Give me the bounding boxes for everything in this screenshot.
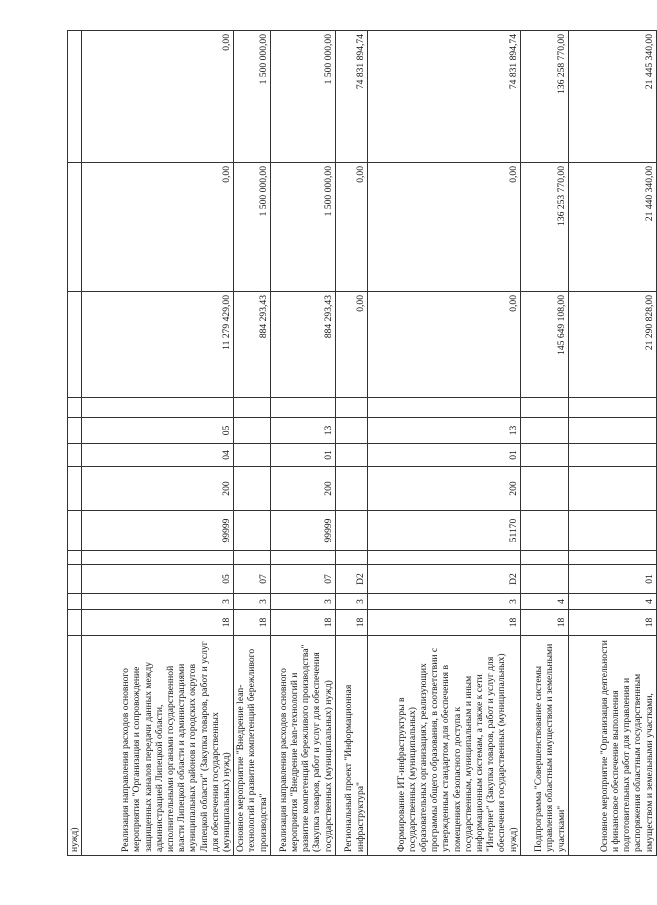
code-section <box>68 444 82 467</box>
code-event <box>520 565 568 594</box>
code-gap <box>335 551 367 565</box>
budget-table <box>67 30 657 856</box>
table-row <box>568 31 656 856</box>
row-description: нужд) <box>68 636 82 856</box>
amount-year-2: 1 500 000,00 <box>234 163 271 292</box>
code-gap <box>68 551 82 565</box>
amount-year-1: 21 290 828,00 <box>568 292 656 398</box>
table-row <box>270 31 335 856</box>
code-expense-type <box>234 467 271 511</box>
code-direction <box>568 511 656 551</box>
code-extra <box>335 398 367 418</box>
code-subsection: 05 <box>82 418 234 444</box>
table-row <box>335 31 367 856</box>
code-section <box>568 444 656 467</box>
code-extra <box>82 398 234 418</box>
code-subsection <box>520 418 568 444</box>
code-gap <box>520 551 568 565</box>
rotated-page <box>67 31 655 856</box>
amount-year-2: 0,00 <box>335 163 367 292</box>
amount-year-3 <box>68 31 82 163</box>
code-gap <box>270 551 335 565</box>
code-admin <box>68 610 82 636</box>
amount-year-1: 0,00 <box>335 292 367 398</box>
table-row <box>68 31 82 856</box>
code-direction <box>234 511 271 551</box>
code-program: 3 <box>367 594 520 610</box>
code-event: D2 <box>367 565 520 594</box>
row-description: Основное мероприятие "Внедрение lean-технологий и развитие компетенций бережливого производства" <box>234 636 271 856</box>
code-subsection: 13 <box>270 418 335 444</box>
code-program: 4 <box>520 594 568 610</box>
code-admin: 18 <box>367 610 520 636</box>
code-gap <box>568 551 656 565</box>
amount-year-3: 74 831 894,74 <box>367 31 520 163</box>
code-section <box>520 444 568 467</box>
amount-year-3: 21 445 340,00 <box>568 31 656 163</box>
code-admin: 18 <box>82 610 234 636</box>
amount-year-2: 1 500 000,00 <box>270 163 335 292</box>
amount-year-3: 0,00 <box>82 31 234 163</box>
code-gap <box>234 551 271 565</box>
amount-year-2: 0,00 <box>367 163 520 292</box>
amount-year-3: 1 500 000,00 <box>270 31 335 163</box>
amount-year-3: 136 258 770,00 <box>520 31 568 163</box>
table-row <box>82 31 234 856</box>
amount-year-1: 0,00 <box>367 292 520 398</box>
code-subsection: 13 <box>367 418 520 444</box>
code-direction <box>335 511 367 551</box>
code-direction: 99999 <box>82 511 234 551</box>
row-description: Основное мероприятие "Организация деятельности и финансовое обеспечение выполнения подготовительных работ для управления и распоряжения областным государственным имуществом и земельными участками, <box>568 636 656 856</box>
amount-year-3: 74 831 894,74 <box>335 31 367 163</box>
code-event: 05 <box>82 565 234 594</box>
code-extra <box>520 398 568 418</box>
table-row <box>234 31 271 856</box>
code-subsection <box>234 418 271 444</box>
code-extra <box>270 398 335 418</box>
code-program: 4 <box>568 594 656 610</box>
row-description: Реализация направления расходов основного мероприятия "Организация и сопровождение защищенных каналов передачи данных между администрацией Липецкой области, исполнительными органами государственной власти Липецкой области и администрациями муниципальных районов и городских округов Липецкой области" (Закупка товаров, работ и услуг для обеспечения государственных (муниципальных) нужд) <box>82 636 234 856</box>
code-direction <box>68 511 82 551</box>
code-expense-type <box>520 467 568 511</box>
amount-year-2: 0,00 <box>82 163 234 292</box>
code-expense-type: 200 <box>367 467 520 511</box>
code-extra <box>568 398 656 418</box>
amount-year-1: 11 279 429,00 <box>82 292 234 398</box>
row-description: Формирование ИТ-инфраструктуры в государственных (муниципальных) образовательных организациях, реализующих программы общего образования, в соответствии с утвержденным стандартом для обеспечения в помещениях безопасного доступа к государственным, муниципальным и иным информационным системам, а также к сети "Интернет" (Закупка товаров, работ и услуг для обеспечения государственных (муниципальных) нужд) <box>367 636 520 856</box>
code-section <box>335 444 367 467</box>
table-row <box>367 31 520 856</box>
row-description: Реализация направления расходов основного мероприятия "Внедрение lean-технологий и развитие компетенций бережливого производства" (Закупка товаров, работ и услуг для обеспечения государственных (муниципальных) нужд) <box>270 636 335 856</box>
code-extra <box>367 398 520 418</box>
code-event: D2 <box>335 565 367 594</box>
amount-year-2 <box>68 163 82 292</box>
code-section: 01 <box>367 444 520 467</box>
code-direction: 51170 <box>367 511 520 551</box>
code-event: 01 <box>568 565 656 594</box>
code-direction <box>520 511 568 551</box>
code-admin: 18 <box>270 610 335 636</box>
amount-year-2: 21 440 340,00 <box>568 163 656 292</box>
amount-year-3: 1 500 000,00 <box>234 31 271 163</box>
code-direction: 99999 <box>270 511 335 551</box>
code-admin: 18 <box>568 610 656 636</box>
amount-year-1: 884 293,43 <box>270 292 335 398</box>
code-admin: 18 <box>520 610 568 636</box>
code-expense-type: 200 <box>82 467 234 511</box>
code-subsection <box>68 418 82 444</box>
amount-year-1 <box>68 292 82 398</box>
code-subsection <box>568 418 656 444</box>
code-extra <box>234 398 271 418</box>
amount-year-1: 145 649 108,00 <box>520 292 568 398</box>
row-description: Региональный проект "Информационная инфраструктура" <box>335 636 367 856</box>
code-subsection <box>335 418 367 444</box>
code-gap <box>367 551 520 565</box>
code-event: 07 <box>234 565 271 594</box>
code-expense-type: 200 <box>270 467 335 511</box>
code-program <box>68 594 82 610</box>
row-description: Подпрограмма "Совершенствование системы управления областным имуществом и земельными участками" <box>520 636 568 856</box>
code-admin: 18 <box>335 610 367 636</box>
code-expense-type <box>568 467 656 511</box>
amount-year-2: 136 253 770,00 <box>520 163 568 292</box>
code-admin: 18 <box>234 610 271 636</box>
code-program: 3 <box>335 594 367 610</box>
table-body <box>68 31 657 856</box>
code-expense-type <box>68 467 82 511</box>
code-section <box>234 444 271 467</box>
table-row <box>520 31 568 856</box>
code-section: 01 <box>270 444 335 467</box>
code-program: 3 <box>82 594 234 610</box>
code-event: 07 <box>270 565 335 594</box>
code-event <box>68 565 82 594</box>
code-program: 3 <box>234 594 271 610</box>
code-extra <box>68 398 82 418</box>
amount-year-1: 884 293,43 <box>234 292 271 398</box>
code-section: 04 <box>82 444 234 467</box>
code-program: 3 <box>270 594 335 610</box>
code-gap <box>82 551 234 565</box>
code-expense-type <box>335 467 367 511</box>
